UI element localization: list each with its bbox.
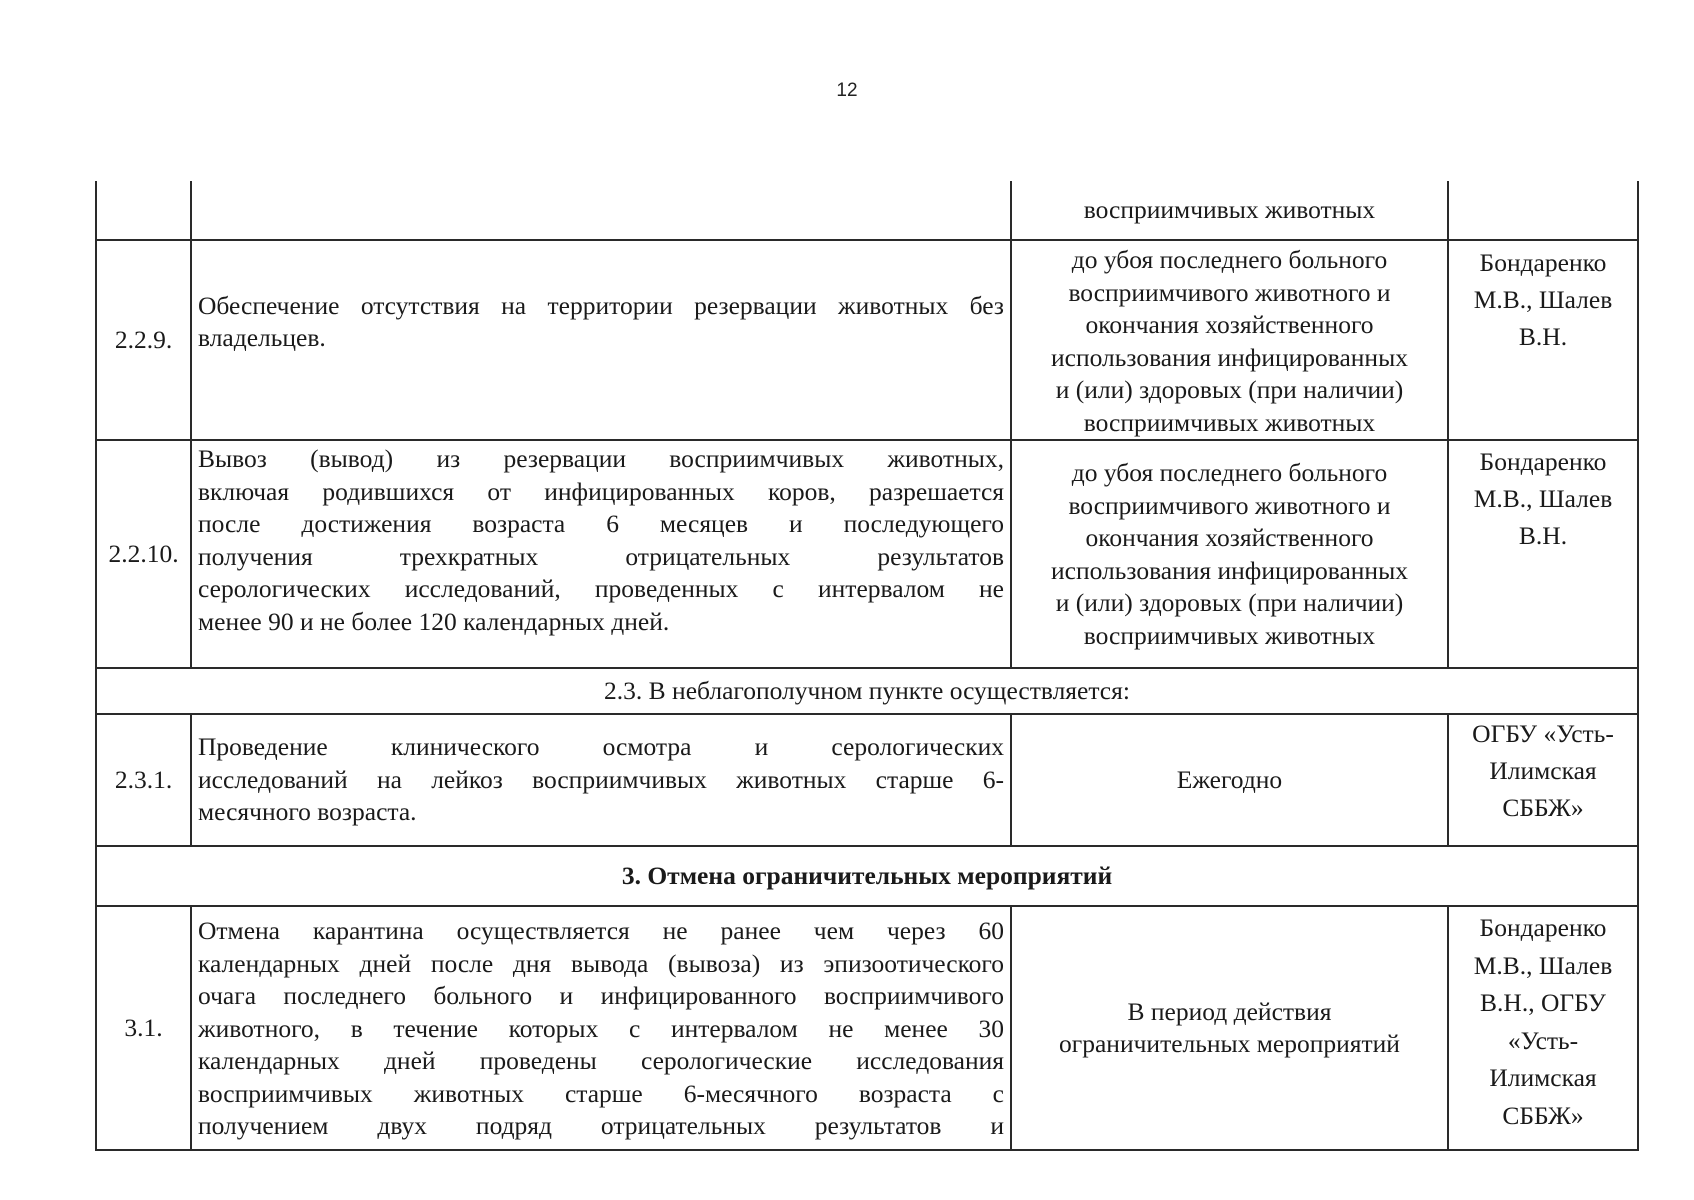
- responsible-line: СББЖ»: [1502, 1100, 1584, 1130]
- responsible-line: ОГБУ «Усть-: [1472, 719, 1614, 748]
- item-text-line: очага последнего больного и инфицированного восприимчивого: [198, 981, 1004, 1010]
- item-number: 2.2.10.: [108, 538, 179, 568]
- table-row-2-3-1: [96, 714, 1638, 846]
- responsible-line: Илимская: [1489, 1063, 1597, 1092]
- cell-period: [1011, 714, 1448, 846]
- responsible-line: Илимская: [1489, 756, 1597, 785]
- cell-num: [96, 906, 191, 1150]
- section-title: 3. Отмена ограничительных мероприятий: [621, 860, 1113, 890]
- cell-period: [1011, 906, 1448, 1150]
- item-text-line: исследований на лейкоз восприимчивых животных старше 6-: [198, 764, 1004, 794]
- responsible-line: Бондаренко: [1479, 913, 1607, 942]
- period-text: восприимчивых животных: [1083, 194, 1376, 224]
- period-text: Ежегодно: [1176, 764, 1283, 794]
- table-row-2-2-10: [96, 440, 1638, 668]
- item-text-line: Отмена карантина осуществляется не ранее чем через 60: [198, 916, 1004, 945]
- period-line: В период действия: [1127, 996, 1332, 1026]
- responsible-line: В.Н., ОГБУ: [1480, 988, 1606, 1017]
- item-text-line: получением двух подряд отрицательных результатов и: [198, 1111, 1004, 1140]
- cell-responsible: [1448, 240, 1638, 440]
- item-text-line: месячного возраста.: [198, 797, 417, 827]
- period-line: до убоя последнего больного: [1071, 245, 1388, 274]
- item-number: 3.1.: [124, 1012, 163, 1042]
- period-line: использования инфицированных: [1051, 555, 1408, 585]
- period-line: и (или) здоровых (при наличии): [1055, 375, 1404, 404]
- responsible-line: М.В., Шалев: [1473, 285, 1613, 314]
- period-line: окончания хозяйственного: [1085, 523, 1374, 552]
- responsible-line: М.В., Шалев: [1473, 950, 1613, 980]
- responsible-line: СББЖ»: [1502, 793, 1584, 822]
- section-row-2-3: [96, 668, 1638, 714]
- activities-table: [95, 181, 1639, 1151]
- cell-responsible: [1448, 440, 1638, 668]
- responsible-line: В.Н.: [1518, 322, 1568, 351]
- cell-text: [191, 440, 1011, 668]
- cell-period: [1011, 181, 1448, 240]
- item-text-line: серологических исследований, проведенных с интервалом не: [198, 574, 1004, 603]
- period-line: восприимчивых животных: [1083, 407, 1376, 437]
- period-line: окончания хозяйственного: [1085, 310, 1374, 339]
- cell-text: [191, 714, 1011, 846]
- item-text-line: получения трехкратных отрицательных результатов: [198, 541, 1004, 571]
- period-line: восприимчивого животного и: [1068, 277, 1391, 307]
- section-row-3: [96, 846, 1638, 906]
- item-text-line: Проведение клинического осмотра и серологических: [198, 732, 1004, 762]
- responsible-line: Бондаренко: [1479, 248, 1607, 277]
- item-number: 2.2.9.: [114, 324, 173, 354]
- cell-text: [191, 181, 1011, 240]
- item-number: 2.3.1.: [114, 764, 173, 794]
- item-text-line: менее 90 и не более 120 календарных дней.: [198, 606, 670, 636]
- responsible-line: «Усть-: [1507, 1025, 1579, 1055]
- item-text-line: Вывоз (вывод) из резервации восприимчивых животных,: [198, 444, 1004, 473]
- cell-period: [1011, 440, 1448, 668]
- cell-num: [96, 181, 191, 240]
- table-row-3-1: [96, 906, 1638, 1150]
- page-number: 12: [836, 80, 858, 101]
- cell-text: [191, 240, 1011, 440]
- table-row-2-2-9: [96, 240, 1638, 440]
- period-line: и (или) здоровых (при наличии): [1055, 588, 1404, 617]
- item-text-line: календарных дней после дня вывода (вывоза) из эпизоотического: [198, 948, 1004, 978]
- cell-num: [96, 240, 191, 440]
- item-text-line: включая родившихся от инфицированных коров, разрешается: [198, 476, 1004, 506]
- cell-responsible: [1448, 181, 1638, 240]
- period-line: использования инфицированных: [1051, 342, 1408, 372]
- cell-responsible: [1448, 714, 1638, 846]
- cell-num: [96, 440, 191, 668]
- item-text-line: после достижения возраста 6 месяцев и последующего: [198, 509, 1004, 538]
- cell-responsible: [1448, 906, 1638, 1150]
- period-line: восприимчивого животного и: [1068, 490, 1391, 520]
- responsible-line: М.В., Шалев: [1473, 484, 1613, 513]
- period-line: ограничительных мероприятий: [1059, 1029, 1400, 1058]
- item-text-line: животного, в течение которых с интервалом не менее 30: [198, 1013, 1004, 1043]
- cell-period: [1011, 240, 1448, 440]
- item-text-line: календарных дней проведены серологические исследования: [198, 1046, 1004, 1075]
- table-row-continuation: [96, 181, 1638, 240]
- responsible-line: Бондаренко: [1479, 447, 1607, 476]
- cell-num: [96, 714, 191, 846]
- section-cell: [96, 846, 1638, 906]
- cell-text: [191, 906, 1011, 1150]
- item-text-line: восприимчивых животных старше 6-месячного возраста с: [198, 1078, 1004, 1108]
- section-cell: [96, 668, 1638, 714]
- responsible-line: В.Н.: [1518, 521, 1568, 550]
- section-title: 2.3. В неблагополучном пункте осуществляется:: [604, 675, 1130, 705]
- period-line: восприимчивых животных: [1083, 620, 1376, 650]
- period-line: до убоя последнего больного: [1071, 458, 1388, 487]
- item-text: Обеспечение отсутствия на территории резервации животных без владельцев.: [198, 290, 1004, 352]
